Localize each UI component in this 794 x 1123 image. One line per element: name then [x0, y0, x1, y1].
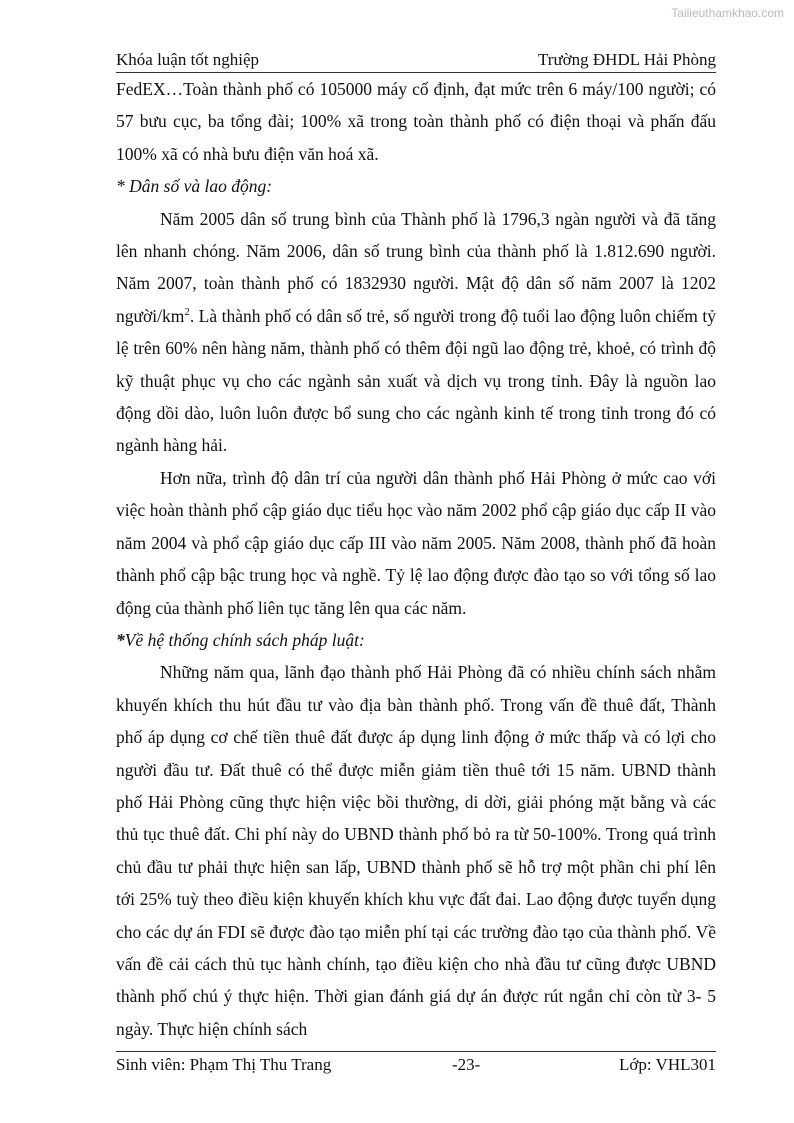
population-text-2: . Là thành phố có dân số trẻ, số người trong độ tuổi lao động luôn chiếm tỷ lệ trên 60% nên hàng năm, thành phố có thêm đội ngũ lao động trẻ, khoẻ, có trình độ kỹ thuật phục vụ cho các ngành sản xuất và dịch vụ trong tỉnh. Đây là nguồn lao động dồi dào, luôn luôn được bổ sung cho các ngành kinh tế trong tỉnh trong đó có ngành hàng hải. [116, 305, 716, 456]
heading-star: * [116, 629, 125, 650]
header-thesis-title: Khóa luận tốt nghiệp [116, 50, 260, 69]
page-number: -23- [452, 1055, 481, 1074]
heading-legal-text: Về hệ thống chính sách pháp luật: [124, 629, 365, 650]
population-text-1: Năm 2005 dân số trung bình của Thành phố là 1796,3 ngàn người và đã tăng lên nhanh chóng. Năm 2006, dân số trung bình của thành phố là 1.812.690 người. Năm 2007, toàn thành phố có 1832930 người. Mật độ dân số năm 2007 là 1202 người/km [116, 208, 716, 326]
paragraph-population [116, 203, 716, 462]
paragraph-policy: Những năm qua, lãnh đạo thành phố Hải Phòng đã có nhiều chính sách nhằm khuyến khích thu hút đầu tư vào địa bàn thành phố. Trong vấn đề thuê đất, Thành phố áp dụng cơ chế tiền thuê đất được áp dụng linh động ở mức thấp và có lợi cho người đầu tư. Đất thuê có thể được miễn giảm tiền thuê tới 15 năm. UBND thành phố Hải Phòng cũng thực hiện việc bồi thường, di dời, giải phóng mặt bằng và các thủ tục thuê đất. Chi phí này do UBND thành phố bỏ ra từ 50-100%. Trong quá trình chủ đầu tư phải thực hiện san lấp, UBND thành phố sẽ hỗ trợ một phần chi phí lên tới 25% tuỳ theo điều kiện khuyến khích khu vực đất đai. Lao động được tuyển dụng cho các dự án FDI sẽ được đào tạo miễn phí tại các trường đào tạo của thành phố. Về vấn đề cải cách thủ tục hành chính, tạo điều kiện cho nhà đầu tư cũng được UBND thành phố chú ý thực hiện. Thời gian đánh giá dự án được rút ngắn chỉ còn từ 3- 5 ngày. Thực hiện chính sách [116, 662, 716, 1039]
header-university: Trường ĐHDL Hải Phòng [538, 50, 716, 69]
page-footer [116, 1055, 716, 1075]
section-heading-population: * Dân số và lao động: [116, 176, 273, 197]
paragraph-education: Hơn nữa, trình độ dân trí của người dân thành phố Hải Phòng ở mức cao với việc hoàn thành phổ cập giáo dục tiểu học vào năm 2002 phổ cập giáo dục cấp II vào năm 2004 và phổ cập giáo dục cấp III vào năm 2005. Năm 2008, thành phố đã hoàn thành phổ cập bậc trung học và nghề. Tỷ lệ lao động được đào tạo so với tổng số lao động của thành phố liên tục tăng lên qua các năm. [116, 467, 716, 618]
paragraph-telecom: FedEX…Toàn thành phố có 105000 máy cố định, đạt mức trên 6 máy/100 người; có 57 bưu cục, ba tổng đài; 100% xã trong toàn thành phố có điện thoại và phấn đấu 100% xã có nhà bưu điện văn hoá xã. [116, 79, 716, 164]
superscript-2: 2 [184, 306, 190, 319]
document-body [116, 73, 716, 1045]
watermark-text: Tailieuthamkhao.com [671, 6, 784, 20]
footer-student: Sinh viên: Phạm Thị Thu Trang [116, 1055, 332, 1074]
footer-class: Lớp: VHL301 [619, 1055, 716, 1074]
section-heading-legal [116, 624, 716, 656]
page-header [116, 50, 716, 70]
footer-divider [116, 1051, 716, 1052]
